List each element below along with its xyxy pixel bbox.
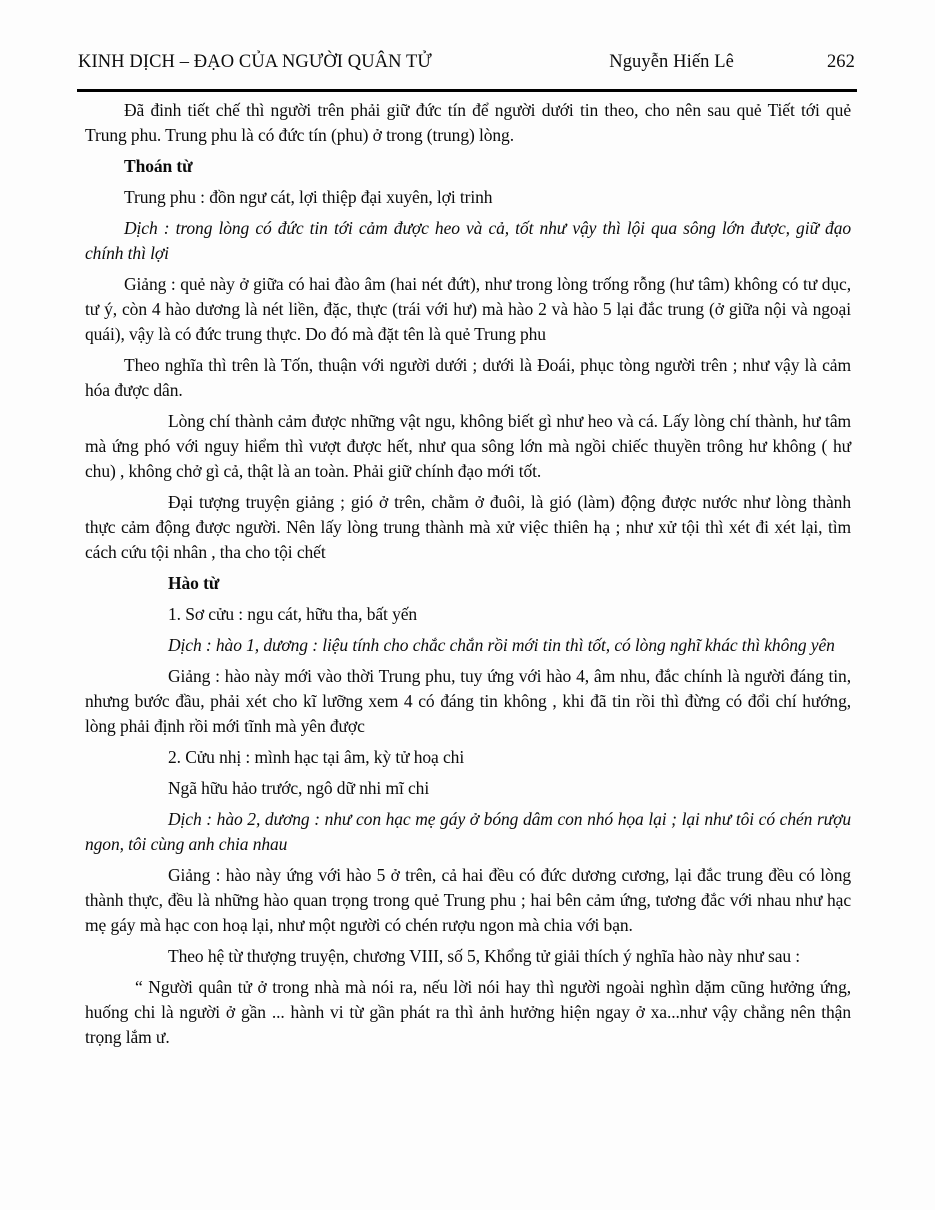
- paragraph-he-tu-intro: Theo hệ từ thượng truyện, chương VIII, số 5, Khổng tử giải thích ý nghĩa hào này như sau :: [168, 946, 801, 966]
- paragraph-giang-thoan: Giảng : quẻ này ở giữa có hai đào âm (hai nét đứt), như trong lòng trống rỗng (hư tâm) không có tư dục, tư ý, còn 4 hào dương là nét liền, đặc, thực (trái với hư) mà hào 2 và hào 5 lại đắc trung (ở giữa nội và ngoại quái), vậy là có đức trung thực. Do đó mà đặt tên là quẻ Trung phu: [85, 274, 851, 344]
- heading-hao-tu: Hào từ: [168, 573, 220, 593]
- heading-thoan-tu: Thoán từ: [124, 156, 193, 176]
- paragraph-hao-1: 1. Sơ cửu : ngu cát, hữu tha, bất yến: [168, 604, 418, 624]
- page-header: [78, 50, 855, 74]
- paragraph-hao-2: 2. Cửu nhị : mình hạc tại âm, kỳ tử hoạ chi: [168, 747, 465, 767]
- paragraph-hao-2-line-2: Ngã hữu hảo trước, ngô dữ nhi mĩ chi: [168, 778, 430, 798]
- paragraph-trung-phu: Trung phu : đồn ngư cát, lợi thiệp đại xuyên, lợi trinh: [124, 187, 493, 207]
- header-rule: [77, 89, 857, 92]
- paragraph-theo-nghia: Theo nghĩa thì trên là Tốn, thuận với người dưới ; dưới là Đoái, phục tòng người trên ; như vậy là cảm hóa được dân.: [85, 355, 851, 400]
- paragraph-dich-hao-2: Dịch : hào 2, dương : như con hạc mẹ gáy ở bóng dâm con nhó họa lại ; lại như tôi có chén rượu ngon, tôi cùng anh chia nhau: [85, 809, 851, 854]
- paragraph-dich-hao-1: Dịch : hào 1, dương : liệu tính cho chắc chắn rồi mới tin thì tốt, có lòng nghĩ khác thì không yên: [168, 635, 835, 655]
- paragraph-dich-thoan: Dịch : trong lòng có đức tin tới cảm được heo và cả, tốt như vậy thì lội qua sông lớn được, giữ đạo chính thì lợi: [85, 218, 851, 263]
- author-name: Nguyễn Hiến Lê: [609, 52, 734, 72]
- paragraph-long-chi-thanh: Lòng chí thành cảm được những vật ngu, không biết gì như heo và cá. Lấy lòng chí thành, hư tâm mà ứng phó với nguy hiểm thì vượt được hết, như qua sông lớn mà ngồi chiếc thuyền trông hư không ( hư chu) , không chở gì cả, thật là an toàn. Phải giữ chính đạo mới tốt.: [85, 411, 851, 481]
- book-title: KINH DỊCH – ĐẠO CỦA NGƯỜI QUÂN TỬ: [78, 52, 432, 72]
- paragraph-giang-hao-1: Giảng : hào này mới vào thời Trung phu, tuy ứng với hào 4, âm nhu, đắc chính là người đáng tin, nhưng bước đầu, phải xét cho kĩ lưỡng xem 4 có đáng tin không , khi đã tin rồi thì đừng có đổi chí hướng, lòng phải định rồi mới tĩnh mà yên được: [85, 666, 851, 736]
- paragraph-dai-tuong: Đại tượng truyện giảng ; gió ở trên, chằm ở đuôi, là gió (làm) động được nước như lòng thành thực cảm động được người. Nên lấy lòng trung thành mà xử việc thiên hạ ; như xử tội thì xét đi xét lại, tìm cách cứu tội nhân , tha cho tội chết: [85, 492, 851, 562]
- intro-paragraph: Đã đinh tiết chế thì người trên phải giữ đức tín để người dưới tin theo, cho nên sau quẻ Tiết tới quẻ Trung phu. Trung phu là có đức tín (phu) ở trong (trung) lòng.: [85, 100, 851, 145]
- page-number: 262: [826, 52, 855, 72]
- page-body: [85, 98, 851, 1050]
- paragraph-khong-tu-quote: “ Người quân tử ở trong nhà mà nói ra, nếu lời nói hay thì người ngoài nghìn dặm cũng hưởng ứng, huống chi là người ở gần ... hành vi từ gần phát ra thì ảnh hưởng hiện ngay ở xa...như vậy chẳng nên thận trọng lắm ư.: [85, 977, 851, 1047]
- paragraph-giang-hao-2: Giảng : hào này ứng với hào 5 ở trên, cả hai đều có đức dương cương, lại đắc trung đều có lòng thành thực, đều là những hào quan trọng trong quẻ Trung phu ; hai bên cảm ứng, tương đắc với nhau như hạc mẹ gáy mà hạc con hoạ lại, như một người có chén rượu ngon mà chia với bạn.: [85, 865, 851, 935]
